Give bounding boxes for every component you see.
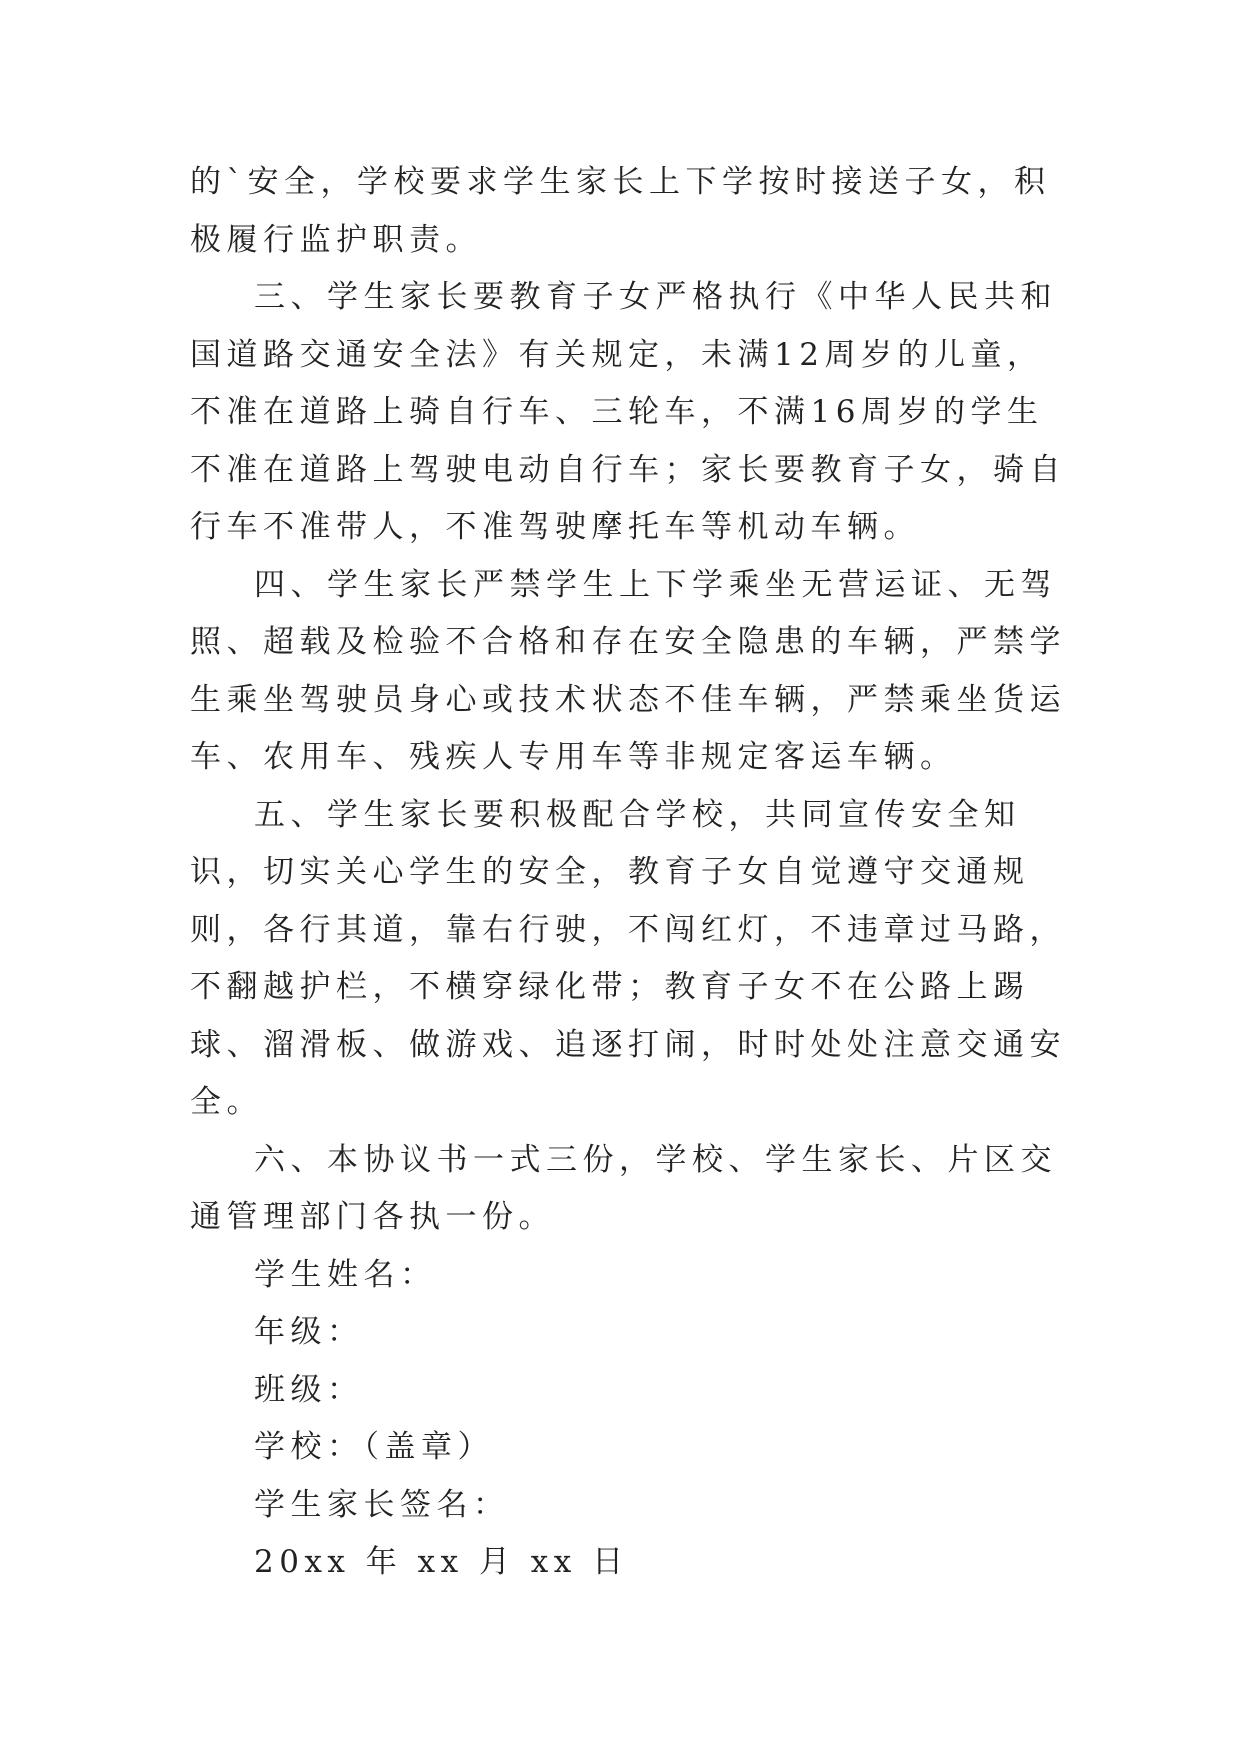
grade-label: 年级：: [254, 1314, 364, 1350]
paragraph-continuation: 的`安全，学校要求学生家长上下学按时接送子女，积极履行监护职责。: [190, 164, 1051, 258]
school-seal-field: [190, 1419, 1070, 1477]
paragraph-clause-6: 六、本协议书一式三份，学校、学生家长、片区交通管理部门各执一份。: [190, 1141, 1057, 1235]
paragraph-clause-4: 四、学生家长严禁学生上下学乘坐无营运证、无驾照、超载及检验不合格和存在安全隐患的车辆，严禁学生乘坐驾驶员身心或技术状态不佳车辆，严禁乘坐货运车、农用车、残疾人专用车等非规定客运车辆。: [190, 566, 1066, 775]
date-line: [190, 1534, 1070, 1592]
paragraph-clause-5: 五、学生家长要积极配合学校，共同宣传安全知识，切实关心学生的安全，教育子女自觉遵守交通规则，各行其道，靠右行驶，不闯红灯，不违章过马路，不翻越护栏，不横穿绿化带；教育子女不在公路上踢球、溜滑板、做游戏、追逐打闹，时时处处注意交通安全。: [190, 796, 1066, 1120]
signature-block: [190, 1247, 1070, 1592]
date-text: 20xx 年 xx 月 xx 日: [254, 1544, 629, 1580]
parent-signature-label: 学生家长签名：: [254, 1486, 510, 1523]
student-name-label: 学生姓名：: [254, 1256, 437, 1293]
paragraph-clause-3: 三、学生家长要教育子女严格执行《中华人民共和国道路交通安全法》有关规定，未满12周岁的儿童，不准在道路上骑自行车、三轮车，不满16周岁的学生不准在道路上驾驶电动自行车；家长要教育子女，骑自行车不准带人，不准驾驶摩托车等机动车辆。: [190, 279, 1066, 545]
parent-signature-field: [190, 1477, 1070, 1535]
student-name-field: [190, 1247, 1070, 1305]
class-label: 班级：: [254, 1371, 364, 1408]
document-body: [190, 154, 1070, 1592]
class-field: [190, 1362, 1070, 1420]
school-seal-label: 学校：（盖章）: [254, 1429, 494, 1465]
grade-field: [190, 1304, 1070, 1362]
